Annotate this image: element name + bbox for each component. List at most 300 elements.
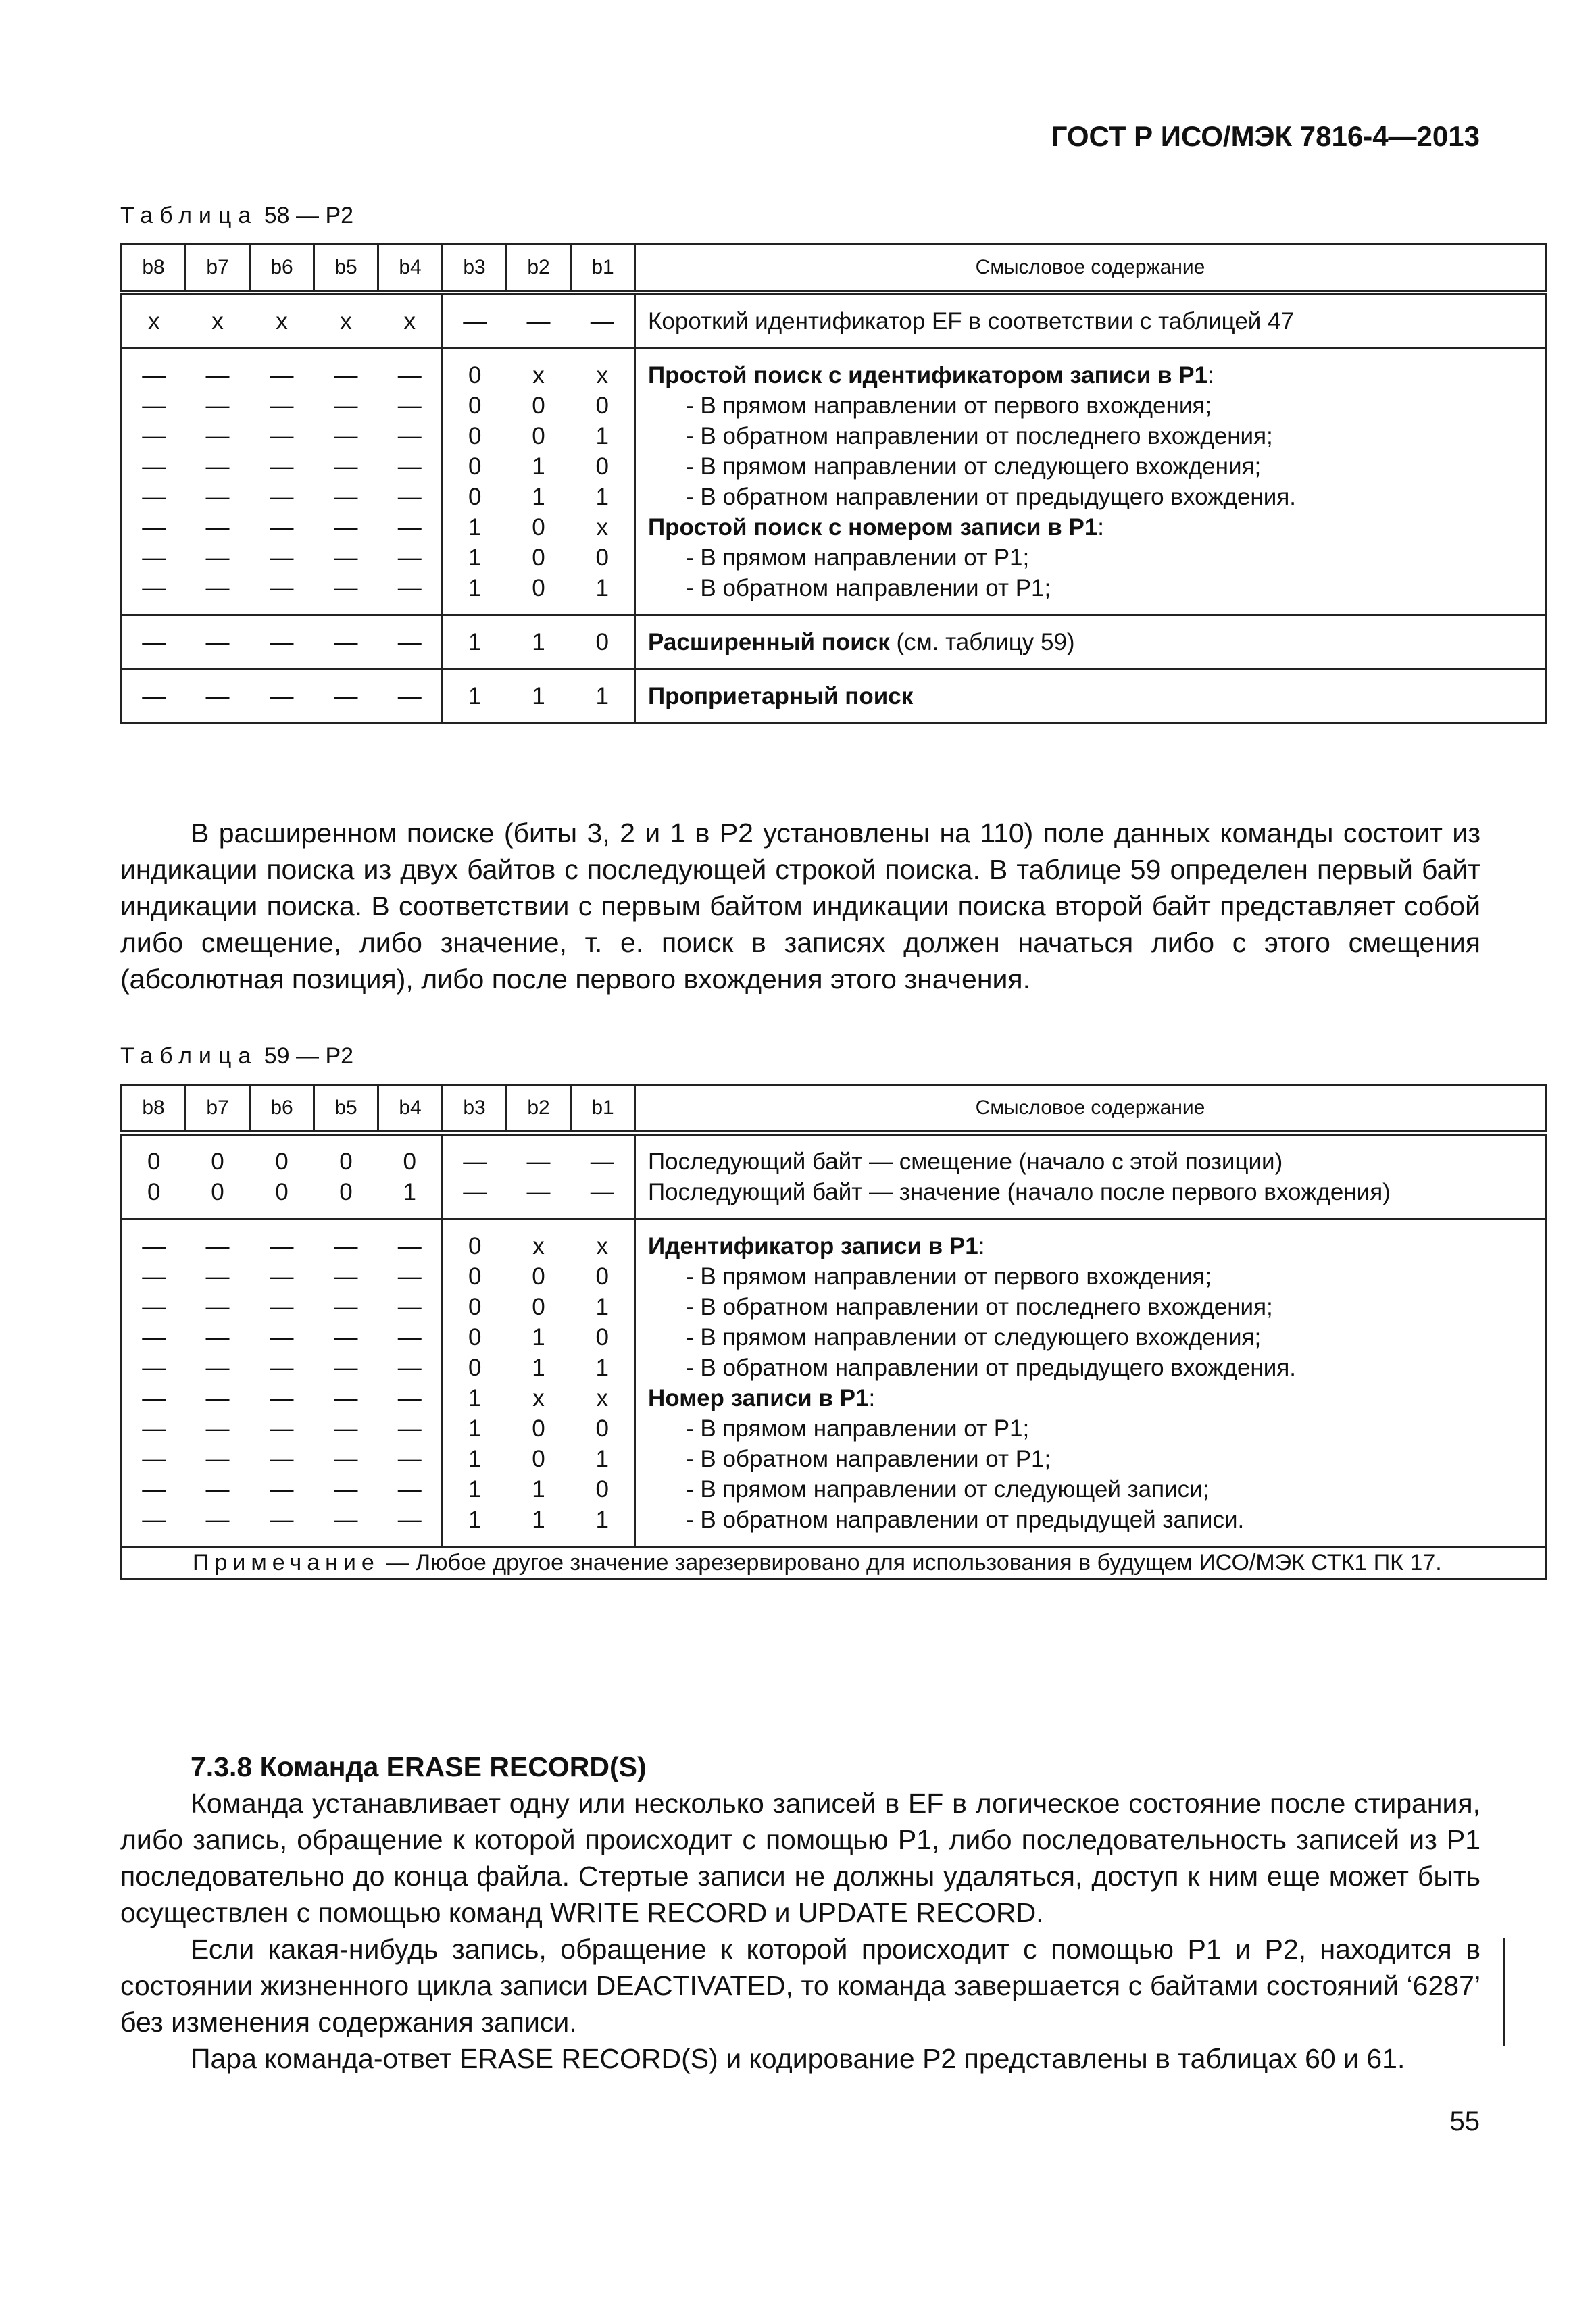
table-row <box>122 349 1546 615</box>
bit-value: 0 <box>468 362 482 388</box>
table59-caption <box>120 1043 353 1070</box>
bit-value: 0 <box>532 514 545 540</box>
column-header-b3: b3 <box>443 245 507 293</box>
bit-value: — <box>397 1415 422 1442</box>
bit-value: 1 <box>468 1415 482 1442</box>
meaning-text: : <box>868 1385 876 1411</box>
bit-value: — <box>142 1415 166 1442</box>
bit-value: — <box>205 575 230 601</box>
meaning-line <box>648 482 1545 512</box>
bit-value: — <box>270 393 294 419</box>
meaning-cell <box>635 1219 1546 1547</box>
bit-value: — <box>334 1446 358 1472</box>
bit-value: — <box>205 514 230 540</box>
bit-value: 1 <box>532 1324 545 1351</box>
bit-value: 1 <box>468 514 482 540</box>
bit-value: 1 <box>595 1507 609 1533</box>
column-header-b7: b7 <box>186 1085 250 1134</box>
bit-value: 0 <box>339 1149 353 1175</box>
bit-value: — <box>334 1233 358 1259</box>
bit-value: 1 <box>468 1476 482 1503</box>
meaning-line <box>648 1292 1545 1322</box>
bit-value: — <box>142 423 166 449</box>
bit-value: — <box>334 514 358 540</box>
bit-value: 0 <box>595 1324 609 1351</box>
bit-value: 0 <box>595 545 609 571</box>
meaning-cell <box>635 1133 1546 1219</box>
bit-value: — <box>205 423 230 449</box>
bit-value: — <box>590 1179 614 1205</box>
meaning-line <box>648 451 1545 482</box>
bit-cell <box>250 293 314 349</box>
bit-value: 0 <box>211 1149 224 1175</box>
table-59 <box>120 1084 1547 1580</box>
meaning-line <box>648 421 1545 451</box>
column-header-b1: b1 <box>571 1085 635 1134</box>
bit-value: — <box>205 1385 230 1411</box>
bit-cell <box>507 670 571 724</box>
bit-value: — <box>270 1355 294 1381</box>
bit-value: 0 <box>532 423 545 449</box>
bit-value: 0 <box>532 575 545 601</box>
bit-value: — <box>142 545 166 571</box>
bit-value: — <box>205 1446 230 1472</box>
meaning-text: - В прямом направлении от первого вхождения; <box>686 1263 1212 1290</box>
bit-value: — <box>270 1446 294 1472</box>
meaning-line <box>648 681 1545 711</box>
bit-cell <box>122 670 186 724</box>
meaning-text: - В прямом направлении от Р1; <box>686 545 1030 571</box>
bit-cell <box>186 670 250 724</box>
bit-value: — <box>205 453 230 480</box>
meaning-cell <box>635 615 1546 670</box>
bit-value: 0 <box>532 1446 545 1472</box>
meaning-text: : <box>1207 362 1214 388</box>
bit-cell <box>378 615 443 670</box>
bit-value: — <box>397 1294 422 1320</box>
meaning-bold: Простой поиск с номером записи в Р1 <box>648 514 1098 540</box>
column-header-meaning: Смысловое содержание <box>635 1085 1546 1134</box>
bit-value: — <box>397 362 422 388</box>
bit-value: 0 <box>595 629 609 655</box>
column-header-b6: b6 <box>250 1085 314 1134</box>
bit-value: — <box>397 545 422 571</box>
bit-value: — <box>205 1355 230 1381</box>
column-header-b4: b4 <box>378 1085 443 1134</box>
bit-value: x <box>532 362 545 388</box>
bit-value: — <box>334 393 358 419</box>
bit-value: — <box>270 629 294 655</box>
bit-value: — <box>397 453 422 480</box>
paragraph-text: В расширенном поиске (биты 3, 2 и 1 в Р2 установлены на 110) поле данных команды состоит из индикации поиска из двух байтов с последующей строкой поиска. В таблице 59 определен первый байт индикации поиска. В соответствии с первым байтом индикации поиска второй байт представляет собой либо смещение, либо значение, т. е. поиск в записях должен начаться либо с этого смещения (абсолютная позиция), либо после первого вхождения этого значения. <box>120 818 1480 995</box>
bit-value: — <box>397 1476 422 1503</box>
table58-caption <box>120 203 353 229</box>
bit-cell <box>378 670 443 724</box>
meaning-text: - В обратном направлении от предыдущего вхождения. <box>686 484 1296 510</box>
meaning-line <box>648 1474 1545 1505</box>
bit-value: 0 <box>595 453 609 480</box>
bit-value: 0 <box>532 1415 545 1442</box>
bit-value: x <box>340 308 352 334</box>
section-paragraph: Если какая-нибудь запись, обращение к которой происходит с помощью Р1 и Р2, находится в состоянии жизненного цикла записи DEACTIVATED, то команда завершается с байтами состояний ‘6287’ без изменения содержания записи. <box>120 1934 1480 2038</box>
meaning-text: - В обратном направлении от предыдущей записи. <box>686 1507 1245 1533</box>
bit-cell <box>186 1133 250 1219</box>
bit-value: 1 <box>532 484 545 510</box>
bit-value: 0 <box>595 1415 609 1442</box>
meaning-text: - В обратном направлении от предыдущего вхождения. <box>686 1355 1296 1381</box>
bit-value: 0 <box>147 1179 161 1205</box>
bit-value: — <box>334 1324 358 1351</box>
table-58 <box>120 243 1547 724</box>
bit-value: — <box>205 362 230 388</box>
column-header-b2: b2 <box>507 1085 571 1134</box>
bit-value: 0 <box>595 1263 609 1290</box>
bit-cell <box>122 1133 186 1219</box>
bit-value: — <box>142 629 166 655</box>
meaning-text: Короткий идентификатор EF в соответствии с таблицей 47 <box>648 308 1294 334</box>
meaning-line <box>648 1505 1545 1535</box>
bit-value: — <box>142 1233 166 1259</box>
column-header-b8: b8 <box>122 1085 186 1134</box>
bit-value: — <box>205 1507 230 1533</box>
bit-value: 0 <box>211 1179 224 1205</box>
bit-value: — <box>397 1324 422 1351</box>
bit-value: — <box>526 1179 551 1205</box>
bit-cell <box>250 615 314 670</box>
section-paragraph: Команда устанавливает одну или несколько записей в EF в логическое состояние после стирания, либо запись, обращение к которой происходит с помощью Р1, либо последовательность записей из Р1 последовательно до конца файла. Стертые записи не должны удаляться, доступ к ним еще может быть осуществлен с помощью команд WRITE RECORD и UPDATE RECORD. <box>120 1788 1480 1928</box>
bit-value: — <box>334 1476 358 1503</box>
bit-value: 0 <box>468 1324 482 1351</box>
bit-value: 0 <box>595 393 609 419</box>
meaning-text: Последующий байт — значение (начало после первого вхождения) <box>648 1179 1391 1205</box>
bit-value: 0 <box>532 1263 545 1290</box>
bit-value: — <box>270 1294 294 1320</box>
bit-cell <box>378 1219 443 1547</box>
bit-value: — <box>334 1385 358 1411</box>
bit-value: — <box>334 683 358 709</box>
meaning-line <box>648 1147 1545 1177</box>
meaning-line <box>648 627 1545 657</box>
meaning-text: Последующий байт — смещение (начало с этой позиции) <box>648 1149 1283 1175</box>
bit-value: 0 <box>275 1149 289 1175</box>
meaning-bold: Простой поиск с идентификатором записи в Р1 <box>648 362 1208 388</box>
bit-value: 0 <box>147 1149 161 1175</box>
meaning-bold: Номер записи в Р1 <box>648 1385 869 1411</box>
meaning-line <box>648 573 1545 603</box>
meaning-line <box>648 512 1545 543</box>
bit-value: 1 <box>595 1294 609 1320</box>
table-row <box>122 293 1546 349</box>
column-header-b8: b8 <box>122 245 186 293</box>
bit-value: — <box>142 575 166 601</box>
bit-value: 1 <box>532 1507 545 1533</box>
bit-cell <box>122 615 186 670</box>
bit-cell <box>378 349 443 615</box>
bit-value: x <box>532 1233 545 1259</box>
bit-value: — <box>334 423 358 449</box>
table-row <box>122 615 1546 670</box>
bit-value: — <box>142 1446 166 1472</box>
bit-value: 0 <box>532 393 545 419</box>
bit-value: — <box>463 308 487 334</box>
meaning-bold: Проприетарный поиск <box>648 683 914 709</box>
meaning-line <box>648 306 1545 336</box>
table-note <box>122 1547 1546 1579</box>
bit-value: — <box>142 1507 166 1533</box>
note-label: Примечание <box>193 1550 380 1576</box>
bit-value: — <box>205 683 230 709</box>
bit-value: 0 <box>532 545 545 571</box>
bit-value: x <box>596 514 608 540</box>
bit-value: — <box>526 308 551 334</box>
table-row <box>122 1219 1546 1547</box>
bit-value: 1 <box>595 1355 609 1381</box>
bit-value: — <box>397 1355 422 1381</box>
bit-cell <box>250 1219 314 1547</box>
bit-value: x <box>211 308 224 334</box>
bit-value: — <box>270 514 294 540</box>
bit-value: 0 <box>532 1294 545 1320</box>
bit-value: — <box>334 362 358 388</box>
bit-cell <box>186 615 250 670</box>
bit-value: x <box>596 362 608 388</box>
bit-value: — <box>205 1415 230 1442</box>
bit-value: — <box>142 514 166 540</box>
meaning-line <box>648 1231 1545 1261</box>
bit-value: — <box>397 683 422 709</box>
bit-value: 1 <box>532 683 545 709</box>
bit-value: — <box>590 308 614 334</box>
bit-cell <box>443 349 507 615</box>
bit-value: — <box>334 453 358 480</box>
bit-cell <box>571 293 635 349</box>
bit-value: — <box>397 393 422 419</box>
bit-value: — <box>270 575 294 601</box>
bit-cell <box>571 670 635 724</box>
bit-value: — <box>270 453 294 480</box>
bit-value: 1 <box>532 1476 545 1503</box>
meaning-cell <box>635 349 1546 615</box>
bit-cell <box>443 1133 507 1219</box>
bit-value: 1 <box>595 575 609 601</box>
bit-cell <box>250 1133 314 1219</box>
bit-value: — <box>142 393 166 419</box>
meaning-text: - В прямом направлении от следующей записи; <box>686 1476 1210 1503</box>
bit-cell <box>571 615 635 670</box>
bit-cell <box>186 293 250 349</box>
bit-value: — <box>142 453 166 480</box>
bit-value: — <box>270 484 294 510</box>
bit-value: — <box>270 1324 294 1351</box>
bit-value: — <box>334 629 358 655</box>
bit-value: — <box>397 1263 422 1290</box>
bit-cell <box>443 293 507 349</box>
bit-cell <box>122 349 186 615</box>
meaning-text: - В обратном направлении от Р1; <box>686 575 1051 601</box>
bit-value: — <box>397 514 422 540</box>
bit-value: — <box>142 362 166 388</box>
bit-value: 0 <box>339 1179 353 1205</box>
bit-value: 0 <box>468 484 482 510</box>
bit-value: — <box>142 1385 166 1411</box>
caption-rest: 59 — Р2 <box>257 1043 354 1069</box>
meaning-text: : <box>1097 514 1105 540</box>
bit-value: — <box>397 1507 422 1533</box>
bit-value: 1 <box>595 423 609 449</box>
meaning-line <box>648 1444 1545 1474</box>
meaning-line <box>648 543 1545 573</box>
bit-value: 1 <box>468 1507 482 1533</box>
bit-cell <box>378 1133 443 1219</box>
document-header: ГОСТ Р ИСО/МЭК 7816-4—2013 <box>1051 120 1480 152</box>
column-header-b3: b3 <box>443 1085 507 1134</box>
bit-value: 1 <box>403 1179 416 1205</box>
section-7-3-8 <box>120 1749 1480 2077</box>
bit-value: 0 <box>468 1263 482 1290</box>
bit-value: — <box>142 1263 166 1290</box>
meaning-bold: Расширенный поиск <box>648 629 890 655</box>
bit-cell <box>507 1219 571 1547</box>
bit-cell <box>443 670 507 724</box>
bit-value: — <box>463 1149 487 1175</box>
bit-value: — <box>270 1385 294 1411</box>
bit-value: 1 <box>595 1446 609 1472</box>
bit-cell <box>314 1133 378 1219</box>
bit-value: — <box>334 1294 358 1320</box>
bit-cell <box>507 293 571 349</box>
caption-rest: 58 — Р2 <box>257 203 354 228</box>
bit-value: — <box>270 362 294 388</box>
bit-value: — <box>397 484 422 510</box>
section-heading: 7.3.8 Команда ERASE RECORD(S) <box>191 1751 647 1782</box>
bit-cell <box>122 1219 186 1547</box>
bit-value: — <box>334 575 358 601</box>
meaning-text: - В обратном направлении от Р1; <box>686 1446 1051 1472</box>
column-header-meaning: Смысловое содержание <box>635 245 1546 293</box>
meaning-cell <box>635 670 1546 724</box>
bit-value: — <box>397 1233 422 1259</box>
table-row <box>122 1133 1546 1219</box>
bit-value: — <box>205 1263 230 1290</box>
bit-value: — <box>205 1294 230 1320</box>
bit-cell <box>507 615 571 670</box>
bit-cell <box>314 615 378 670</box>
bit-value: — <box>270 423 294 449</box>
column-header-b2: b2 <box>507 245 571 293</box>
bit-value: 1 <box>595 683 609 709</box>
meaning-text: (см. таблицу 59) <box>889 629 1075 655</box>
bit-value: — <box>205 484 230 510</box>
bit-cell <box>507 349 571 615</box>
bit-value: — <box>270 1415 294 1442</box>
bit-value: 0 <box>468 1294 482 1320</box>
bit-value: — <box>142 683 166 709</box>
bit-value: — <box>270 1507 294 1533</box>
bit-value: 1 <box>468 545 482 571</box>
meaning-line <box>648 1177 1545 1207</box>
bit-cell <box>443 615 507 670</box>
bit-value: — <box>270 1233 294 1259</box>
meaning-text: - В обратном направлении от последнего вхождения; <box>686 1294 1273 1320</box>
paragraph-extended-search <box>120 815 1480 997</box>
bit-cell <box>314 349 378 615</box>
bit-value: x <box>596 1233 608 1259</box>
bit-value: — <box>270 683 294 709</box>
bit-value: x <box>276 308 288 334</box>
meaning-line <box>648 1413 1545 1444</box>
meaning-text: : <box>978 1233 985 1259</box>
bit-cell <box>571 349 635 615</box>
bit-value: — <box>142 484 166 510</box>
bit-value: 0 <box>468 1355 482 1381</box>
bit-value: — <box>397 1446 422 1472</box>
meaning-cell <box>635 293 1546 349</box>
bit-value: x <box>148 308 160 334</box>
bit-cell <box>250 349 314 615</box>
bit-value: 1 <box>532 1355 545 1381</box>
bit-value: — <box>142 1476 166 1503</box>
bit-value: — <box>397 629 422 655</box>
bit-value: 1 <box>532 629 545 655</box>
meaning-line <box>648 1353 1545 1383</box>
meaning-line <box>648 1383 1545 1413</box>
bit-value: x <box>596 1385 608 1411</box>
bit-cell <box>122 293 186 349</box>
meaning-line <box>648 391 1545 421</box>
change-bar <box>1503 1938 1505 2046</box>
bit-value: 1 <box>595 484 609 510</box>
bit-value: 0 <box>468 423 482 449</box>
bit-value: 1 <box>468 575 482 601</box>
bit-value: — <box>142 1294 166 1320</box>
bit-value: — <box>397 1385 422 1411</box>
column-header-b7: b7 <box>186 245 250 293</box>
bit-value: — <box>334 1263 358 1290</box>
bit-value: — <box>205 1476 230 1503</box>
section-paragraph: Пара команда-ответ ERASE RECORD(S) и кодирование Р2 представлены в таблицах 60 и 61. <box>191 2043 1405 2074</box>
column-header-b6: b6 <box>250 245 314 293</box>
meaning-bold: Идентификатор записи в Р1 <box>648 1233 978 1259</box>
bit-cell <box>507 1133 571 1219</box>
bit-value: — <box>590 1149 614 1175</box>
note-text: — Любое другое значение зарезервировано для использования в будущем ИСО/МЭК СТК1 ПК 17. <box>379 1550 1442 1576</box>
bit-value: — <box>270 1476 294 1503</box>
bit-value: — <box>397 423 422 449</box>
bit-cell <box>250 670 314 724</box>
bit-cell <box>378 293 443 349</box>
bit-cell <box>571 1133 635 1219</box>
meaning-text: - В прямом направлении от следующего вхождения; <box>686 1324 1262 1351</box>
bit-cell <box>314 670 378 724</box>
bit-cell <box>314 1219 378 1547</box>
meaning-text: - В прямом направлении от первого вхождения; <box>686 393 1212 419</box>
bit-cell <box>186 1219 250 1547</box>
meaning-text: - В обратном направлении от последнего вхождения; <box>686 423 1273 449</box>
bit-value: — <box>334 484 358 510</box>
meaning-line <box>648 1322 1545 1353</box>
bit-value: 0 <box>468 453 482 480</box>
bit-cell <box>186 349 250 615</box>
meaning-line <box>648 1261 1545 1292</box>
bit-cell <box>571 1219 635 1547</box>
bit-value: — <box>334 1415 358 1442</box>
bit-value: — <box>526 1149 551 1175</box>
bit-value: — <box>142 1324 166 1351</box>
bit-cell <box>314 293 378 349</box>
bit-value: — <box>205 1324 230 1351</box>
bit-cell <box>443 1219 507 1547</box>
bit-value: x <box>532 1385 545 1411</box>
